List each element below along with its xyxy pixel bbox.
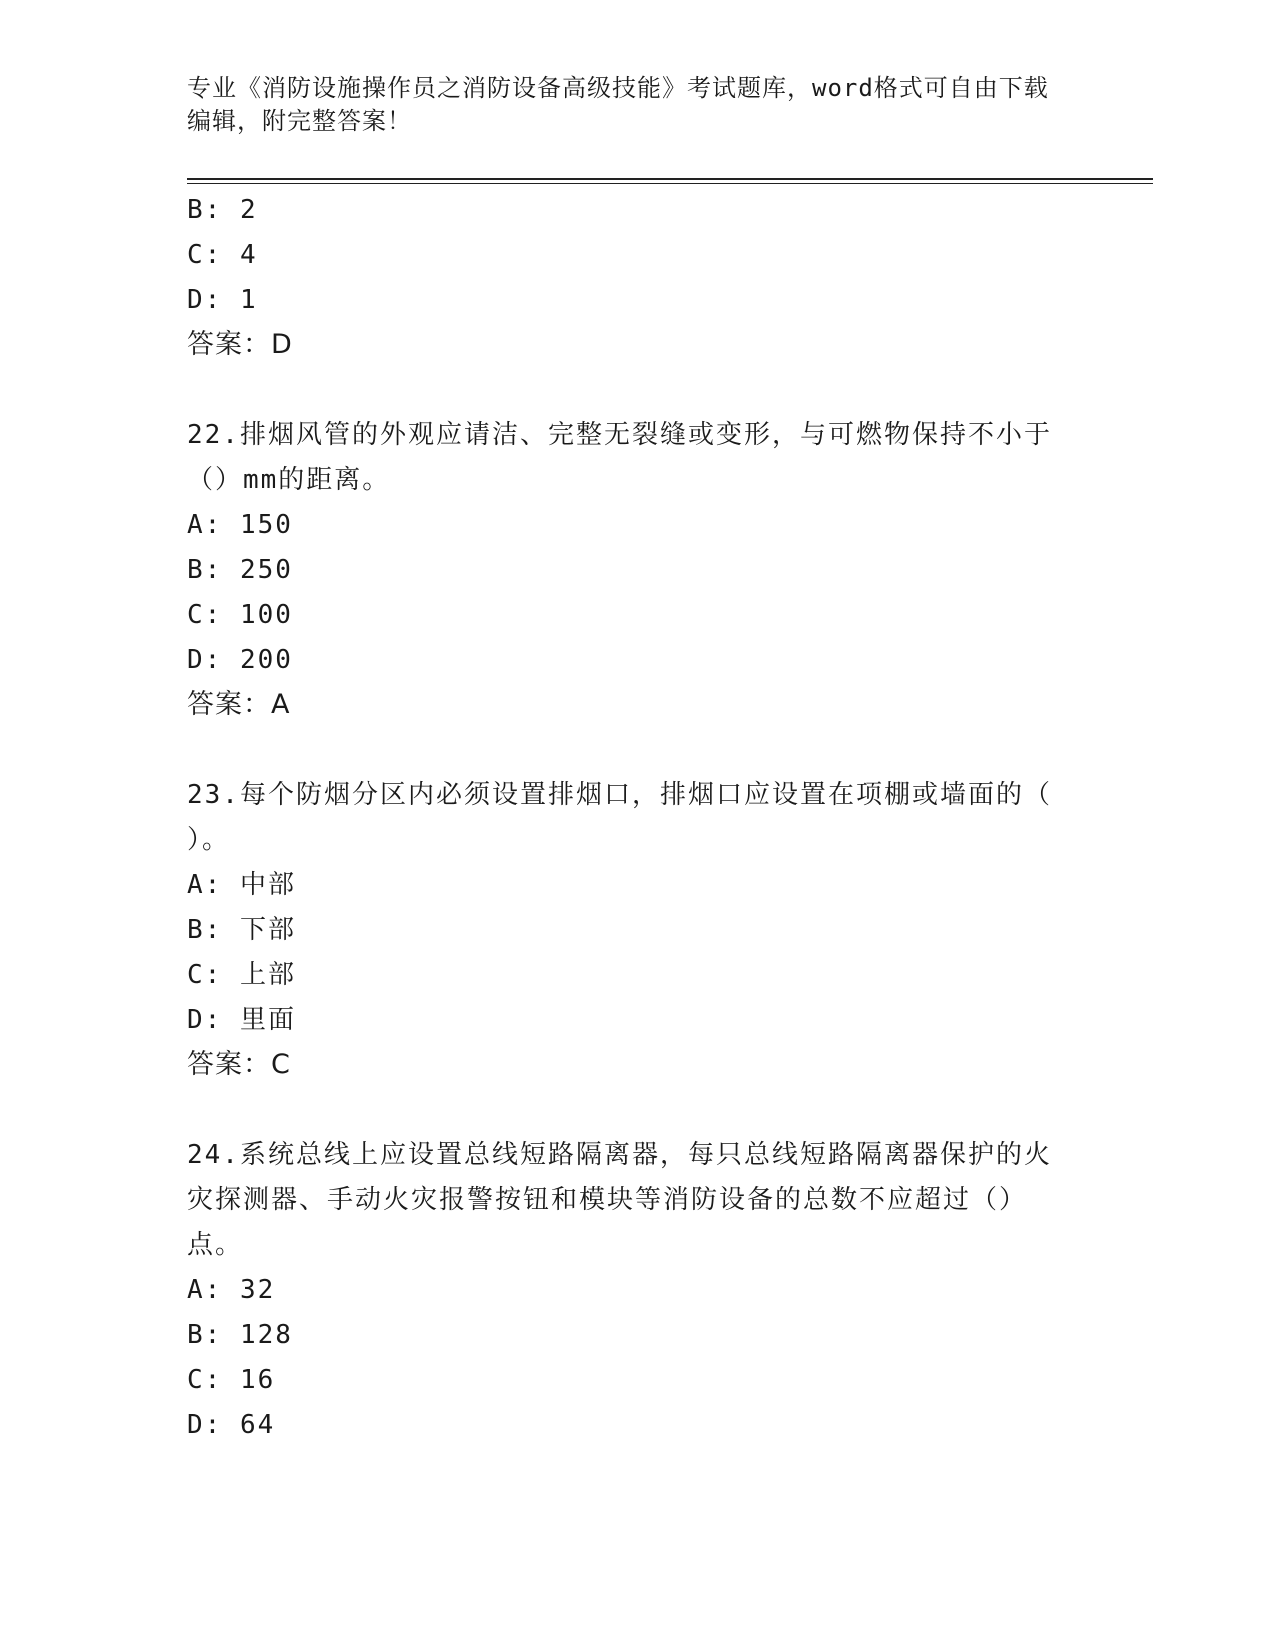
q23-option-a: A: 中部	[187, 870, 296, 900]
q21-option-c: C: 4	[187, 240, 258, 270]
q24-stem-line3: 点。	[187, 1230, 244, 1260]
q21-option-b: B: 2	[187, 195, 258, 225]
q23-option-d: D: 里面	[187, 1005, 296, 1035]
q22-option-a: A: 150	[187, 510, 293, 540]
q24-stem-line1: 24.系统总线上应设置总线短路隔离器，每只总线短路隔离器保护的火	[187, 1140, 1052, 1170]
header-divider-thin	[187, 183, 1153, 184]
q24-stem-line2: 灾探测器、手动火灾报警按钮和模块等消防设备的总数不应超过（）	[187, 1185, 1028, 1215]
q23-answer: 答案：C	[187, 1049, 291, 1080]
header-divider-thick	[187, 178, 1153, 180]
q24-option-a: A: 32	[187, 1275, 276, 1305]
q23-stem-line2: ）。	[187, 825, 231, 855]
q24-option-d: D: 64	[187, 1410, 276, 1440]
q24-option-c: C: 16	[187, 1365, 276, 1395]
document-header: 专业《消防设施操作员之消防设备高级技能》考试题库，word格式可自由下载编辑，附完整答案！	[187, 74, 1049, 135]
q23-option-c: C: 上部	[187, 960, 296, 990]
q23-option-b: B: 下部	[187, 915, 296, 945]
q22-stem-line1: 22.排烟风管的外观应请洁、完整无裂缝或变形，与可燃物保持不小于	[187, 420, 1052, 450]
q23-stem-line1: 23.每个防烟分区内必须设置排烟口，排烟口应设置在项棚或墙面的（	[187, 780, 1052, 810]
q21-option-d: D: 1	[187, 285, 258, 315]
q22-answer: 答案：A	[187, 689, 291, 720]
q24-option-b: B: 128	[187, 1320, 293, 1350]
q22-stem-line2: （）mm的距离。	[187, 465, 391, 495]
q22-option-b: B: 250	[187, 555, 293, 585]
q22-option-c: C: 100	[187, 600, 293, 630]
q21-answer: 答案：D	[187, 329, 293, 360]
q22-option-d: D: 200	[187, 645, 293, 675]
